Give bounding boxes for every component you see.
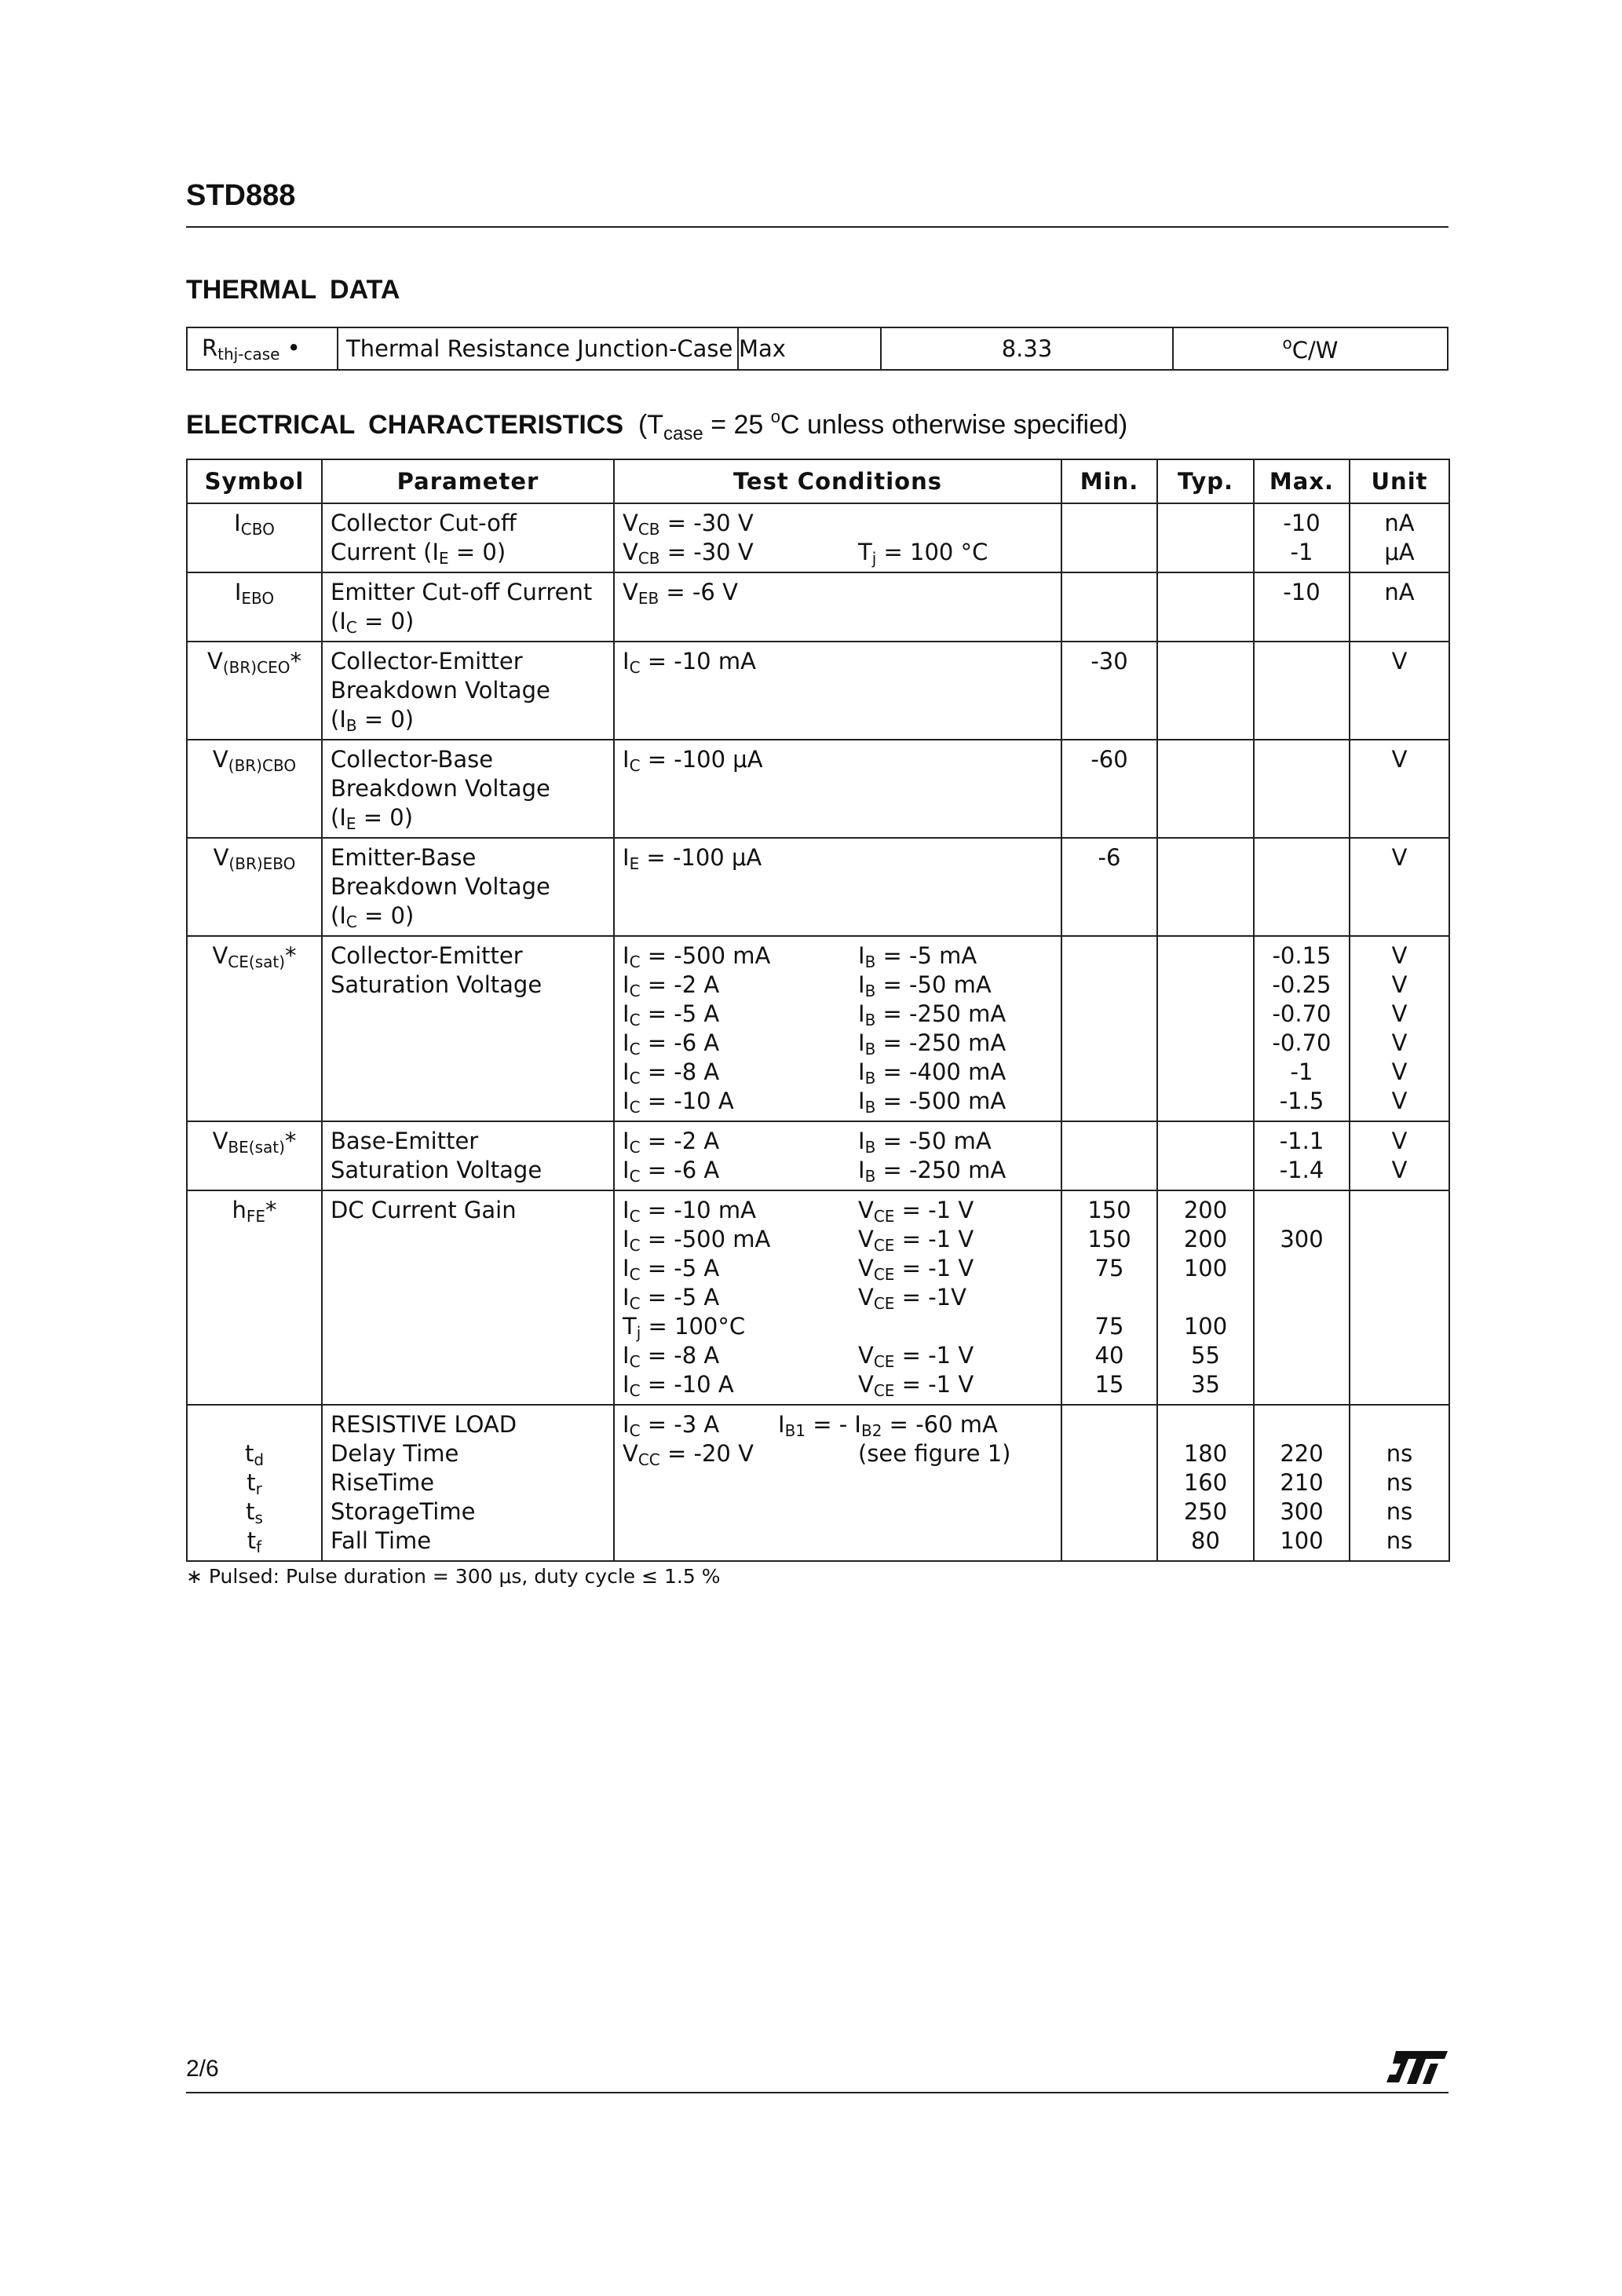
- cell-min: [1061, 936, 1157, 1121]
- cell-unit: ns ns ns ns: [1350, 1405, 1449, 1561]
- cell-test-conditions: $I_C = -2$ A $I_B = -50$ mA $I_C = -6$ A $I_B = -250$ mA: [614, 1121, 1061, 1190]
- thermal-row: [187, 327, 1448, 370]
- cell-symbol: $I_{CBO}$: [187, 503, 322, 572]
- cell-symbol: $V_{(BR)CBO}$: [187, 740, 322, 838]
- cell-min: [1061, 572, 1157, 642]
- cell-typ: 200 200 100 100 55 35: [1157, 1190, 1254, 1405]
- cell-max: 220 210 300 100: [1254, 1405, 1350, 1561]
- cell-test-conditions: $I_C = -3$ A $I_{B1}$ = - $I_{B2} = -60$ mA $V_{CC} = -20$ V (see figure 1): [614, 1405, 1061, 1561]
- cell-parameter: Collector-Base Breakdown Voltage $(I_E = 0)$: [322, 740, 614, 838]
- cell-unit: nA: [1350, 572, 1449, 642]
- cell-test-conditions: $V_{CB} = -30$ V $V_{CB} = -30$ V $T_j = 100$ °C: [614, 503, 1061, 572]
- cell-unit: V: [1350, 740, 1449, 838]
- thermal-limit: Max: [738, 327, 881, 370]
- st-logo: [1385, 2048, 1449, 2086]
- cell-test-conditions: $I_C = -10$ mA $V_{CE} = -1$ V $I_C = -500$ mA $V_{CE} = -1$ V $I_C = -5$ A $V_{CE} = -1$ V $I_C = -5$ A $V_{CE} = -1V$ $T_j = 100^\circ C$ $I_C = -8$ A $V_{CE} = -1$ V $I_C = -10$ A $V_{CE} = -1$ V: [614, 1190, 1061, 1405]
- table-row: [187, 1190, 1449, 1405]
- cell-unit: V: [1350, 642, 1449, 740]
- table-row: [187, 1121, 1449, 1190]
- cell-symbol: $V_{(BR)EBO}$: [187, 838, 322, 936]
- table-row: [187, 936, 1449, 1121]
- cell-max: [1254, 642, 1350, 740]
- cell-symbol: $V_{BE(sat)}*$: [187, 1121, 322, 1190]
- col-header-symbol: Symbol: [187, 459, 322, 503]
- cell-unit: V: [1350, 838, 1449, 936]
- table-row: [187, 642, 1449, 740]
- cell-max: -1.1 -1.4: [1254, 1121, 1350, 1190]
- cell-typ: [1157, 1121, 1254, 1190]
- cell-max: [1254, 740, 1350, 838]
- cell-typ: [1157, 503, 1254, 572]
- col-header-test-conditions: Test Conditions: [614, 459, 1061, 503]
- thermal-value: 8.33: [881, 327, 1173, 370]
- cell-symbol: $V_{CE(sat)}*$: [187, 936, 322, 1121]
- cell-max: [1254, 838, 1350, 936]
- cell-typ: [1157, 936, 1254, 1121]
- cell-parameter: DC Current Gain: [322, 1190, 614, 1405]
- footnote: ∗ Pulsed: Pulse duration = 300 μs, duty cycle ≤ 1.5 %: [186, 1565, 721, 1588]
- cell-min: [1061, 1121, 1157, 1190]
- cell-typ: [1157, 838, 1254, 936]
- cell-min: [1061, 503, 1157, 572]
- cell-symbol: $t_d$ $t_r$ $t_s$ $t_f$: [187, 1405, 322, 1561]
- col-header-max: Max.: [1254, 459, 1350, 503]
- cell-parameter: RESISTIVE LOAD Delay Time RiseTime StorageTime Fall Time: [322, 1405, 614, 1561]
- cell-typ: [1157, 572, 1254, 642]
- cell-typ: [1157, 642, 1254, 740]
- page-number: 2/6: [186, 2056, 219, 2082]
- thermal-symbol: $R_{thj-case}$ •: [187, 327, 338, 370]
- cell-min: [1061, 1405, 1157, 1561]
- cell-parameter: Base-Emitter Saturation Voltage: [322, 1121, 614, 1190]
- cell-min: -60: [1061, 740, 1157, 838]
- document-title: STD888: [186, 179, 296, 212]
- cell-typ: 180 160 250 80: [1157, 1405, 1254, 1561]
- cell-parameter: Collector-Emitter Saturation Voltage: [322, 936, 614, 1121]
- col-header-min: Min.: [1061, 459, 1157, 503]
- thermal-data-heading: THERMAL DATA: [186, 275, 400, 305]
- cell-symbol: $V_{(BR)CEO}*$: [187, 642, 322, 740]
- cell-test-conditions: $V_{EB} = -6$ V: [614, 572, 1061, 642]
- cell-min: -6: [1061, 838, 1157, 936]
- col-header-parameter: Parameter: [322, 459, 614, 503]
- thermal-parameter: Thermal Resistance Junction-Case: [338, 327, 738, 370]
- electrical-characteristics-heading: ELECTRICAL CHARACTERISTICS ($T_{case} = 25$ $^o$C unless otherwise specified): [186, 407, 1128, 444]
- cell-min: -30: [1061, 642, 1157, 740]
- cell-max: 300: [1254, 1190, 1350, 1405]
- cell-typ: [1157, 740, 1254, 838]
- cell-parameter: Emitter Cut-off Current $(I_C = 0)$: [322, 572, 614, 642]
- cell-unit: [1350, 1190, 1449, 1405]
- cell-test-conditions: $I_C = -100$ μA: [614, 740, 1061, 838]
- thermal-unit: $^o$C/W: [1173, 327, 1448, 370]
- cell-parameter: Collector Cut-off Current $(I_E = 0)$: [322, 503, 614, 572]
- cell-test-conditions: $I_C = -500$ mA $I_B = -5$ mA $I_C = -2$ A $I_B = -50$ mA $I_C = -5$ A $I_B = -250$ mA $I_C = -6$ A $I_B = -250$ mA $I_C = -8$ A $I_B = -400$ mA $I_C = -10$ A $I_B = -500$ mA: [614, 936, 1061, 1121]
- cell-unit: V V: [1350, 1121, 1449, 1190]
- cell-min: 150 150 75 75 40 15: [1061, 1190, 1157, 1405]
- table-row: [187, 503, 1449, 572]
- cell-parameter: Collector-Emitter Breakdown Voltage $(I_B = 0)$: [322, 642, 614, 740]
- cell-test-conditions: $I_E = -100$ μA: [614, 838, 1061, 936]
- col-header-unit: Unit: [1350, 459, 1449, 503]
- table-row: [187, 572, 1449, 642]
- cell-test-conditions: $I_C = -10$ mA: [614, 642, 1061, 740]
- cell-max: -0.15 -0.25 -0.70 -0.70 -1 -1.5: [1254, 936, 1350, 1121]
- footer-rule: [186, 2092, 1448, 2093]
- thermal-data-table: [186, 327, 1448, 371]
- cell-parameter: Emitter-Base Breakdown Voltage $(I_C = 0)$: [322, 838, 614, 936]
- cell-unit: nA μA: [1350, 503, 1449, 572]
- table-row: [187, 740, 1449, 838]
- table-row: [187, 838, 1449, 936]
- table-header-row: [187, 459, 1449, 503]
- header-rule: [186, 226, 1448, 228]
- cell-max: -10 -1: [1254, 503, 1350, 572]
- col-header-typ: Typ.: [1157, 459, 1254, 503]
- cell-symbol: $h_{FE}*$: [187, 1190, 322, 1405]
- cell-symbol: $I_{EBO}$: [187, 572, 322, 642]
- cell-max: -10: [1254, 572, 1350, 642]
- cell-unit: V V V V V V: [1350, 936, 1449, 1121]
- table-row-resistive-load: [187, 1405, 1449, 1561]
- electrical-characteristics-table: [186, 459, 1450, 1562]
